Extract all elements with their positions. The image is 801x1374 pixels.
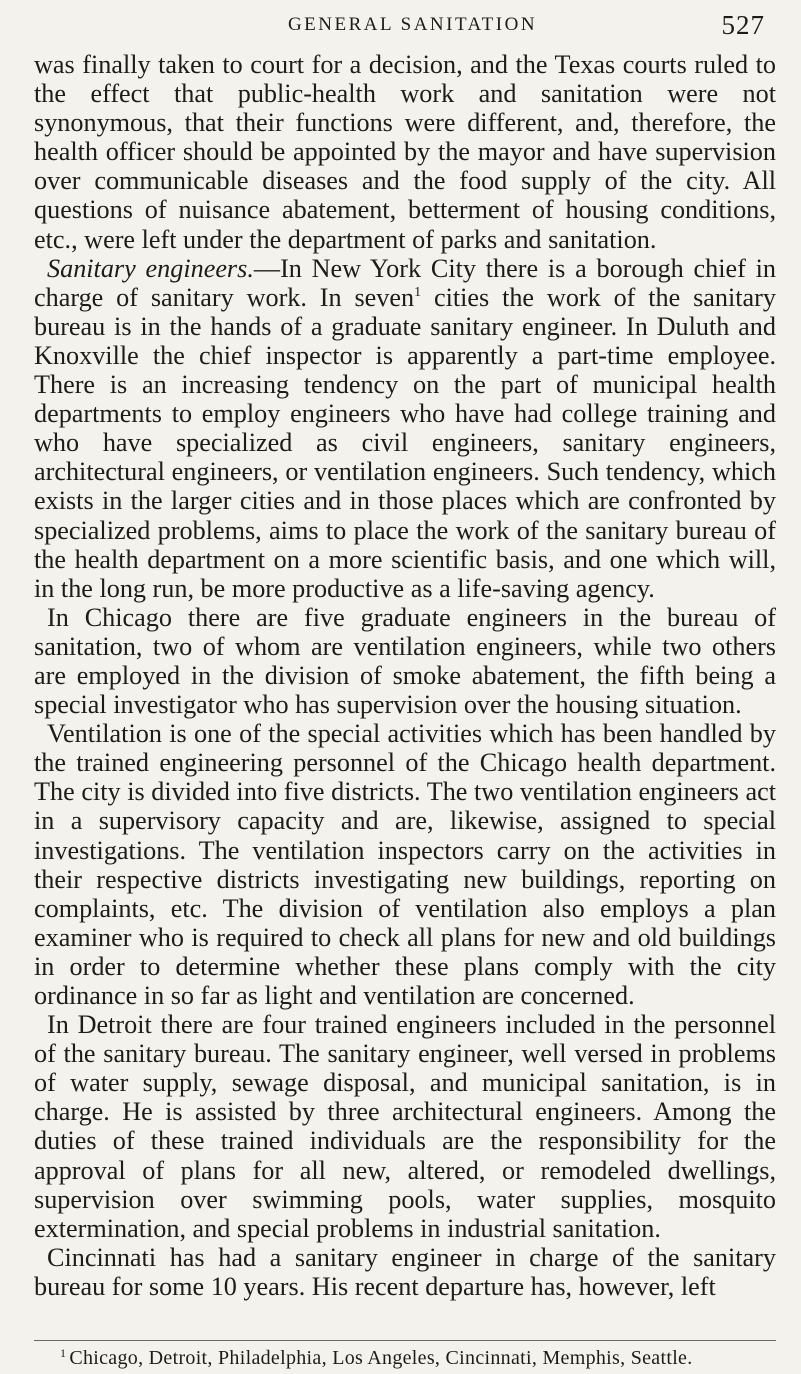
inline-heading: Sanitary engineers.	[47, 253, 254, 283]
page-number: 527	[721, 10, 765, 40]
paragraph-cincinnati: Cincinnati has had a sanitary engineer in charge of the sanitary bureau for some 10 years. His recent departure has, however, left	[34, 1242, 776, 1301]
footnote	[60, 1346, 765, 1370]
paragraph-sanitary-engineers	[34, 254, 776, 603]
running-title: GENERAL SANITATION	[287, 14, 538, 35]
footnote-text: Chicago, Detroit, Philadelphia, Los Angeles, Cincinnati, Memphis, Seattle.	[69, 1347, 693, 1369]
paragraph-detroit: In Detroit there are four trained engineers included in the personnel of the sanitary bureau. The sanitary engineer, well versed in problems of water supply, sewage disposal, and municipal sanitation, is in charge. He is assisted by three architectural engineers. Among the duties of these trained individuals are the responsibility for the approval of plans for all new, altered, or remodeled dwellings, supervision over swimming pools, water supplies, mosquito extermination, and special problems in industrial sanitation.	[34, 1010, 776, 1243]
running-head	[60, 8, 765, 38]
footnote-mark: 1	[60, 1346, 67, 1360]
footnote-reference: 1	[414, 284, 422, 300]
paragraph-chicago: In Chicago there are five graduate engineers in the bureau of sanitation, two of whom are ventilation engineers, while two others are employed in the division of smoke abatement, the fifth being a special investigator who has supervision over the housing situation.	[34, 602, 776, 720]
footnote-divider	[34, 1340, 776, 1341]
paragraph-text: cities the work of the sanitary bureau is in the hands of a graduate sanitary engineer. In Duluth and Knoxville the chief inspector is apparently a part-time employee. There is an increasing tendency on the part of municipal health departments to employ engineers who have had college training and who have specialized as civil engineers, sanitary engineers, architectural engineers, or ventilation engineers. Such tendency, which exists in the larger cities and in those places which are confronted by specialized problems, aims to place the work of the sanitary bureau of the health department on a more scientific basis, and one which will, in the long run, be more productive as a life-saving agency.	[34, 282, 776, 603]
paragraph-continued: was finally taken to court for a decision, and the Texas courts ruled to the effect that public-health work and sanitation were not synonymous, that their functions were different, and, therefore, the health officer should be appointed by the mayor and have supervision over communicable diseases and the food supply of the city. All questions of nuisance abatement, betterment of housing conditions, etc., were left under the department of parks and sanitation.	[34, 50, 776, 254]
body-text	[34, 50, 776, 1301]
paragraph-ventilation: Ventilation is one of the special activities which has been handled by the trained engineering personnel of the Chicago health department. The city is divided into five districts. The two ventilation engineers act in a supervisory capacity and are, likewise, assigned to special investigations. The ventilation inspectors carry on the activities in their respective districts investigating new buildings, reporting on complaints, etc. The division of ventilation also employs a plan examiner who is required to check all plans for new and old buildings in order to determine whether these plans comply with the city ordinance in so far as light and ventilation are concerned.	[34, 719, 776, 1010]
paragraph-text: —In New York City there is a borough chief in charge of sanitary work. In seven	[34, 253, 776, 312]
